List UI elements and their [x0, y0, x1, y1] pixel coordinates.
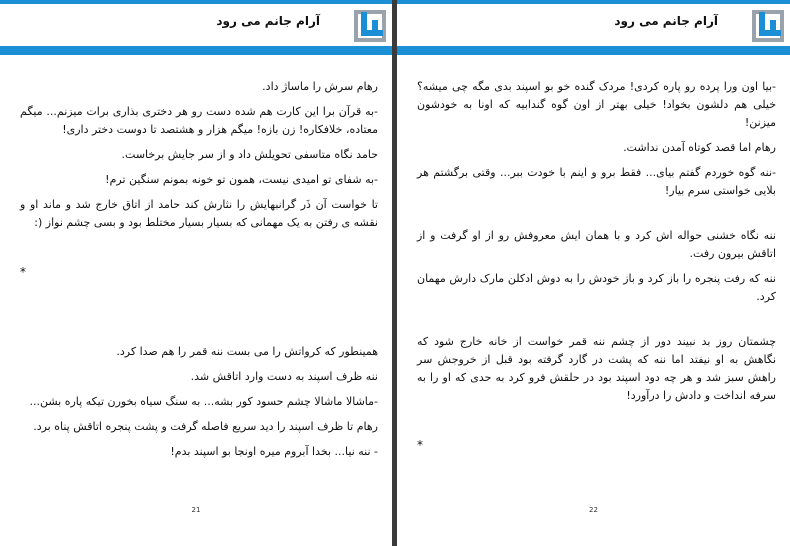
- paragraph: -ننه گوه خوردم گفتم بیای... فقط برو و اینم با خودت ببر... وقتی برگشتم هر بلایی خواستی سرم بیار!: [417, 166, 776, 197]
- page-header: [0, 4, 392, 44]
- book-title: آرام جانم می رود: [216, 14, 320, 28]
- book-page-left: [0, 0, 392, 546]
- page-number: 22: [589, 506, 598, 514]
- paragraph: -به شفای تو امیدی نیست، همون تو خونه بمونم سنگین ترم!: [105, 173, 378, 186]
- section-break: *: [20, 265, 26, 279]
- paragraph: تا خواست آن ذَر گرانبهایش را نثارش کند حامد از اتاق خارج شد و ماند او و نقشه ی رفتن به یک مهمانی که بسیار بسیار مختلط بود و بسی چشم نواز (:: [20, 198, 378, 229]
- section-break: *: [417, 438, 423, 452]
- book-page-right: [397, 0, 790, 546]
- page-header-band: [0, 46, 392, 55]
- page-text: [20, 78, 378, 468]
- publisher-logo-icon: [750, 8, 786, 44]
- paragraph: -بیا اون ورا پرده رو پاره کردی! مردک گنده خو بو اسپند بدی مگه چی میشه؟ خیلی هم دلشون بخواد! خیلی بهتر از اون گوه گندابیه که اونا به خودشون میزنن!: [417, 80, 776, 129]
- publisher-logo-icon: [352, 8, 388, 44]
- page-text: [417, 78, 776, 454]
- paragraph: رهام تا ظرف اسپند را دید سریع فاصله گرفت و پشت پنجره اتاقش پناه برد.: [33, 420, 378, 433]
- paragraph: ننه که رفت پنجره را باز کرد و باز خودش را به دوش ادکلن مارک دارش مهمان کرد.: [417, 272, 776, 303]
- page-header: [397, 4, 790, 44]
- paragraph: - ننه نیا... بخدا آبروم میره اونجا بو اسپند بدم!: [170, 445, 378, 458]
- paragraph: -ماشالا ماشالا چشم حسود کور بشه... به سنگ سیاه بخورن تیکه پاره بشن...: [29, 395, 378, 408]
- paragraph: ننه ظرف اسپند به دست وارد اتاقش شد.: [190, 370, 378, 383]
- paragraph: رهام اما قصد کوتاه آمدن نداشت.: [623, 141, 776, 154]
- paragraph: حامد نگاه متاسفی تحویلش داد و از سر جایش برخاست.: [121, 148, 378, 161]
- paragraph: چشمتان روز بد نبیند دور از چشم ننه قمر خواست از خانه خارج شود که نگاهش به او نیفتد اما ننه که پشت در گارد گرفته بود قبل از خروجش سر راهش سبز شد و هر چه دود اسپند بود در حلقش فرو کرد به حدی که او را به سرفه انداخت و دادش را درآورد!: [417, 335, 776, 402]
- book-title: آرام جانم می رود: [614, 14, 718, 28]
- page-header-band: [397, 46, 790, 55]
- paragraph: -به قرآن برا این کارت هم شده دست رو هر دختری بذاری برات میزنم... میگم معتاده، خلافکاره! زن بازه! میگم هزار و هشتصد تا دوست دختر داری!: [20, 105, 378, 136]
- paragraph: همینطور که کرواتش را می بست ننه قمر را هم صدا کرد.: [116, 345, 378, 358]
- paragraph: رهام سرش را ماساژ داد.: [262, 80, 378, 93]
- paragraph: ننه نگاه خشنی حواله اش کرد و با همان ایش معروفش رو از او گرفت و از اتاقش بیرون رفت.: [417, 229, 776, 260]
- page-number: 21: [191, 506, 201, 514]
